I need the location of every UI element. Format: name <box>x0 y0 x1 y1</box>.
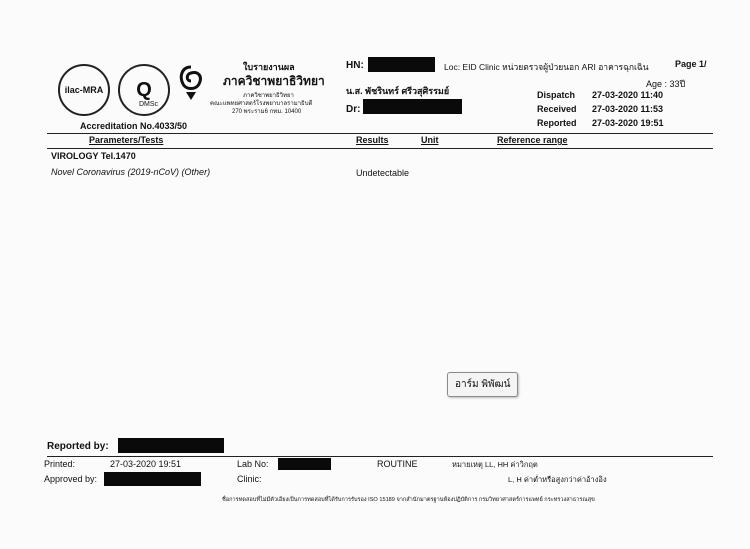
age-text: Age : 33ปี <box>646 79 686 89</box>
department-name: ภาควิชาพยาธิวิทยา <box>223 74 325 88</box>
faculty-emblem-icon <box>176 64 206 102</box>
approved-by-redaction <box>104 472 201 486</box>
hn-redaction <box>368 57 435 72</box>
patient-name: น.ส. พัชรินทร์ ศรีวสุศิรรมย์ <box>346 86 450 96</box>
faculty-address: 270 พระราม6 กทม. 10400 <box>232 109 302 115</box>
doctor-label: Dr: <box>346 104 361 115</box>
section-title: VIROLOGY Tel.1470 <box>51 151 136 161</box>
test-result: Undetectable <box>356 168 410 178</box>
ilac-mra-logo <box>58 64 110 116</box>
printed-label: Printed: <box>44 459 76 469</box>
footer-rule <box>47 456 713 457</box>
header-rule-bottom <box>47 148 713 149</box>
accreditation-number: Accreditation No.4033/50 <box>80 121 188 131</box>
col-parameters: Parameters/Tests <box>89 135 164 145</box>
received-value: 27-03-2020 11:53 <box>592 104 664 114</box>
report-type-label: ใบรายงานผล <box>243 62 295 72</box>
printed-value: 27-03-2020 19:51 <box>110 459 182 469</box>
clinic-label: Clinic: <box>237 474 262 484</box>
header-rule-top <box>47 133 713 134</box>
doctor-redaction <box>363 99 462 114</box>
col-unit: Unit <box>421 135 439 145</box>
ilac-mra-text: ilac-MRA <box>64 85 104 95</box>
critical-note: หมายเหตุ LL, HH ค่าวิกฤต <box>452 460 538 469</box>
dispatch-label: Dispatch <box>537 90 576 100</box>
page-indicator: Page 1/ <box>675 59 707 69</box>
location-text: Loc: EID Clinic หน่วยตรวจผู้ป่วยนอก ARI อาคารฉุกเฉิน <box>444 62 649 72</box>
reported-label: Reported <box>537 118 577 128</box>
test-name: Novel Coronavirus (2019-nCoV) (Other) <box>51 167 211 177</box>
reference-note: L, H ค่าต่ำหรือสูงกว่าค่าอ้างอิง <box>508 475 607 484</box>
hn-label: HN: <box>346 60 364 71</box>
department-sub: ภาควิชาพยาธิวิทยา <box>243 93 294 99</box>
approved-by-label: Approved by: <box>44 474 98 484</box>
col-results: Results <box>356 135 389 145</box>
quality-q-text: Q <box>136 78 152 101</box>
col-reference: Reference range <box>497 135 568 145</box>
received-label: Received <box>537 104 577 114</box>
iso-disclaimer: ชื่อการทดสอบที่ไม่มีตัวเอียงเป็นการทดสอบที่ได้รับการรับรอง ISO 15189 จากสำนักมาตรฐานห้องปฏิบัติการ กรมวิทยาศาสตร์การแพทย์ กระทรวงสาธารณสุข <box>222 497 595 503</box>
quality-assurance-logo <box>118 64 170 116</box>
faculty-name: คณะแพทยศาสตร์โรงพยาบาลรามาธิบดี <box>210 101 313 107</box>
reported-value: 27-03-2020 19:51 <box>592 118 664 128</box>
reported-by-label: Reported by: <box>47 441 109 452</box>
name-tooltip: อาร์ม พิพัฒน์ <box>447 372 518 397</box>
lab-no-redaction <box>278 458 331 470</box>
dispatch-value: 27-03-2020 11:40 <box>592 90 664 100</box>
lab-no-label: Lab No: <box>237 459 269 469</box>
reported-by-redaction <box>118 438 224 453</box>
dmsc-text: DMSc <box>138 101 158 108</box>
routine-label: ROUTINE <box>377 459 418 469</box>
